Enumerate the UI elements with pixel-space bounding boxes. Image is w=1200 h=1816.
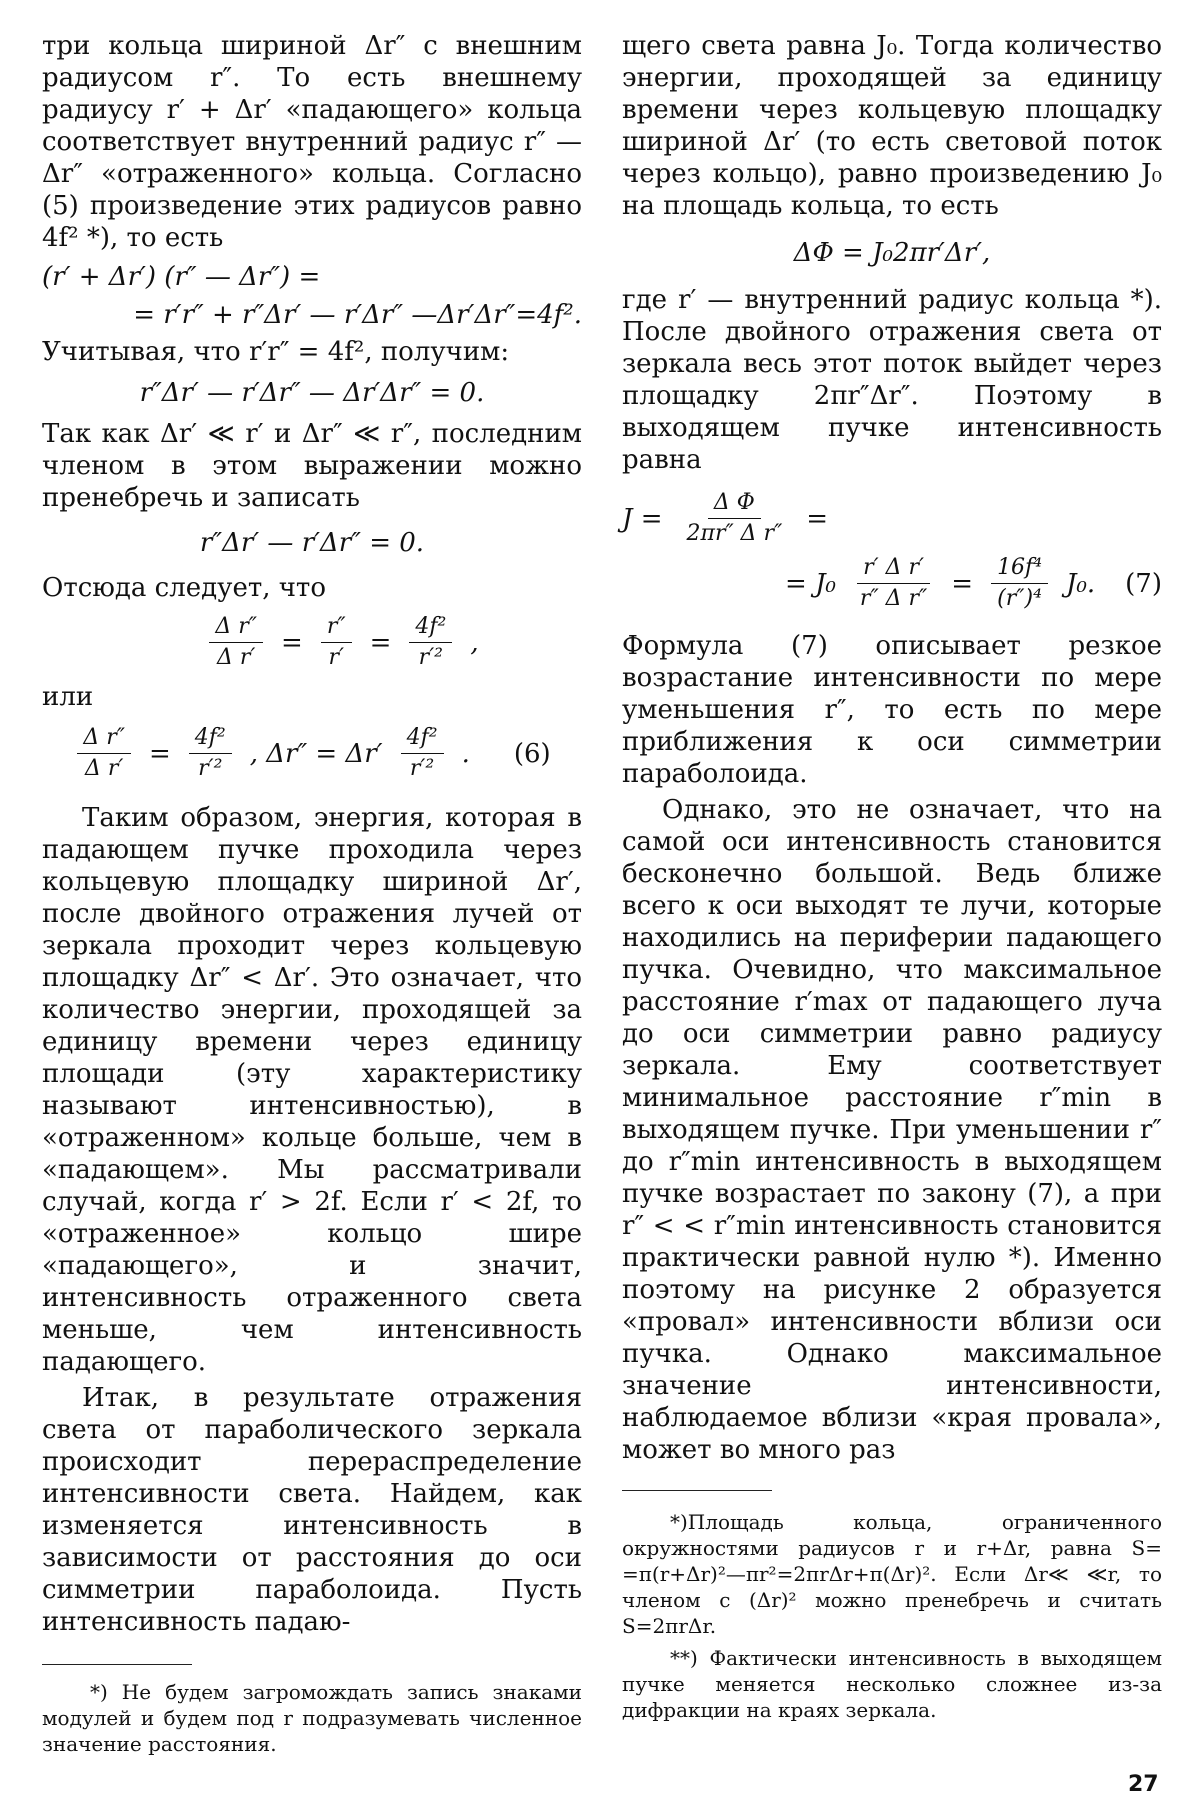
fraction-denominator: Δ r′	[217, 645, 256, 670]
fraction	[321, 612, 352, 673]
equation-3: r″Δr′ — r′Δr″ = 0.	[199, 528, 425, 558]
fraction-denominator: 2πr″ Δ r″	[686, 521, 783, 546]
fraction-denominator: r″ Δ r″	[859, 586, 928, 611]
left-para-7: Итак, в результате отражения света от параболического зеркала происходит перераспределение интенсивности света. Найдем, как изменяется интенсивность в зависимости от расстояния до оси симметрии параболоида. Пусть интенсивность падаю-	[42, 1383, 582, 1637]
equals-sign: =	[806, 503, 829, 534]
page-number: 27	[1128, 1772, 1159, 1797]
equation-1-line-2: = r′r″ + r″Δr′ — r′Δr″ —Δr′Δr″=4f².	[133, 300, 582, 330]
punctuation: ,	[470, 627, 479, 658]
footnote-right-1: *)Площадь кольца, ограниченного окружностями радиусов r и r+Δr, равна S= =π(r+Δr)²—πr²=2πrΔr+π(Δr)². Если Δr≪ ≪r, то членом с (Δr)² можно пренебречь и считать S=2πrΔr.	[622, 1510, 1162, 1638]
right-para-1: щего света равна J₀. Тогда количество энергии, проходящей за единицу времени через кольцевую площадку шириной Δr′ (то есть световой поток через кольцо), равно произведению J₀ на площадь кольца, то есть	[622, 31, 1162, 221]
equation-4	[102, 612, 582, 673]
punctuation: .	[461, 738, 470, 769]
equals-sign: =	[951, 568, 974, 599]
fraction	[209, 612, 263, 673]
left-para-2: Учитывая, что r′r″ = 4f², получим:	[42, 337, 510, 367]
left-para-1: три кольца шириной Δr″ с внешним радиусом r″. То есть внешнему радиусу r′ + Δr′ «падающего» кольца соответствует внутренний радиус r″ — Δr″ «отраженного» кольца. Согласно (5) произведение этих радиусов равно 4f² *), то есть	[42, 31, 582, 253]
fraction-numerator: r″	[321, 612, 352, 643]
equation-lead: = J₀	[785, 568, 836, 599]
fraction-numerator: 4f²	[401, 723, 444, 754]
fraction-denominator: (r″)⁴	[997, 586, 1042, 611]
equals-sign: =	[369, 627, 392, 658]
right-para-3: Формула (7) описывает резкое возрастание интенсивности по мере уменьшения r″, то есть по мере приближения к оси симметрии параболоида.	[622, 631, 1162, 789]
fraction-denominator: r′²	[409, 756, 435, 781]
equation-tail: J₀.	[1066, 568, 1096, 599]
fraction	[854, 553, 933, 614]
footnote-divider	[42, 1664, 192, 1665]
fraction-numerator: Δ Φ	[708, 488, 761, 519]
fraction-denominator: r′	[328, 645, 344, 670]
right-column	[622, 30, 1162, 1729]
equation-flux: ΔΦ = J₀2πr′Δr′,	[793, 238, 991, 268]
fraction-denominator: r′²	[418, 645, 444, 670]
equation-lhs: J =	[622, 503, 663, 534]
equation-1-line-1: (r′ + Δr′) (r″ — Δr″) =	[42, 262, 321, 292]
fraction	[680, 488, 788, 549]
equals-sign: =	[281, 627, 303, 658]
equals-sign: =	[148, 738, 171, 769]
fraction-numerator: 16f⁴	[991, 553, 1048, 584]
fraction-numerator: 4f²	[189, 723, 232, 754]
fraction	[189, 723, 232, 784]
equation-number-7: (7)	[1125, 568, 1162, 599]
fraction-denominator: Δ r′	[84, 756, 124, 781]
left-column	[42, 30, 582, 1763]
footnote-right-2: **) Фактически интенсивность в выходящем пучке меняется несколько сложнее из-за дифракции на краях зеркала.	[622, 1646, 1162, 1722]
left-para-6: Таким образом, энергия, которая в падающем пучке проходила через кольцевую площадку шириной Δr′, после двойного отражения лучей от зеркала проходит через кольцевую площадку Δr″ < Δr′. Это означает, что количество энергии, проходящей за единицу времени через единицу площади (эту характеристику называют интенсивностью), в «отраженном» кольце больше, чем в «падающем». Мы рассматривали случай, когда r′ > 2f. Если r′ < 2f, то «отраженное» кольцо шире «падающего», и значит, интенсивность отраженного света меньше, чем интенсивность падающего.	[42, 803, 582, 1377]
left-para-4: Отсюда следует, что	[42, 573, 326, 603]
equation-number-6: (6)	[513, 738, 551, 769]
right-para-4: Однако, это не означает, что на самой оси интенсивность становится бесконечно большой. Ведь ближе всего к оси выходят те лучи, которые находились на периферии падающего пучка. Очевидно, что максимальное расстояние r′max от падающего луча до оси симметрии равно радиусу зеркала. Ему соответствует минимальное расстояние r″min в выходящем пучке. При уменьшении r″ до r″min интенсивность в выходящем пучке возрастает по закону (7), а при r″ < < r″min интенсивность становится практически равной нулю *). Именно поэтому на рисунке 2 образуется «провал» интенсивности вблизи оси пучка. Однако максимальное значение интенсивности, наблюдаемое вблизи «края провала», может во много раз	[622, 795, 1162, 1465]
footnote-divider	[622, 1490, 772, 1491]
fraction	[401, 723, 444, 784]
right-para-2: где r′ — внутренний радиус кольца *). После двойного отражения света от зеркала весь этот поток выйдет через площадку 2πr″Δr″. Поэтому в выходящем пучке интенсивность равна	[622, 285, 1162, 475]
fraction-denominator: r′²	[198, 756, 223, 781]
fraction-numerator: Δ r″	[209, 612, 263, 643]
equation-7-line-1	[622, 488, 1162, 549]
fraction	[409, 612, 452, 673]
footnote-left: *) Не будем загромождать запись знаками модулей и будем под r подразумевать численное значение расстояния.	[42, 1680, 582, 1756]
fraction-numerator: r′ Δ r′	[857, 553, 930, 584]
fraction	[77, 723, 131, 784]
equation-6	[42, 723, 582, 784]
equation-7-line-2	[622, 553, 1162, 614]
fraction-numerator: 4f²	[409, 612, 452, 643]
left-para-5: или	[42, 682, 94, 712]
fraction-numerator: Δ r″	[77, 723, 131, 754]
fraction	[991, 553, 1048, 614]
equation-middle: , Δr″ = Δr′	[249, 738, 383, 769]
left-para-3: Так как Δr′ ≪ r′ и Δr″ ≪ r″, последним членом в этом выражении можно пренебречь и записать	[42, 419, 582, 513]
equation-2: r″Δr′ — r′Δr″ — Δr′Δr″ = 0.	[139, 378, 485, 408]
